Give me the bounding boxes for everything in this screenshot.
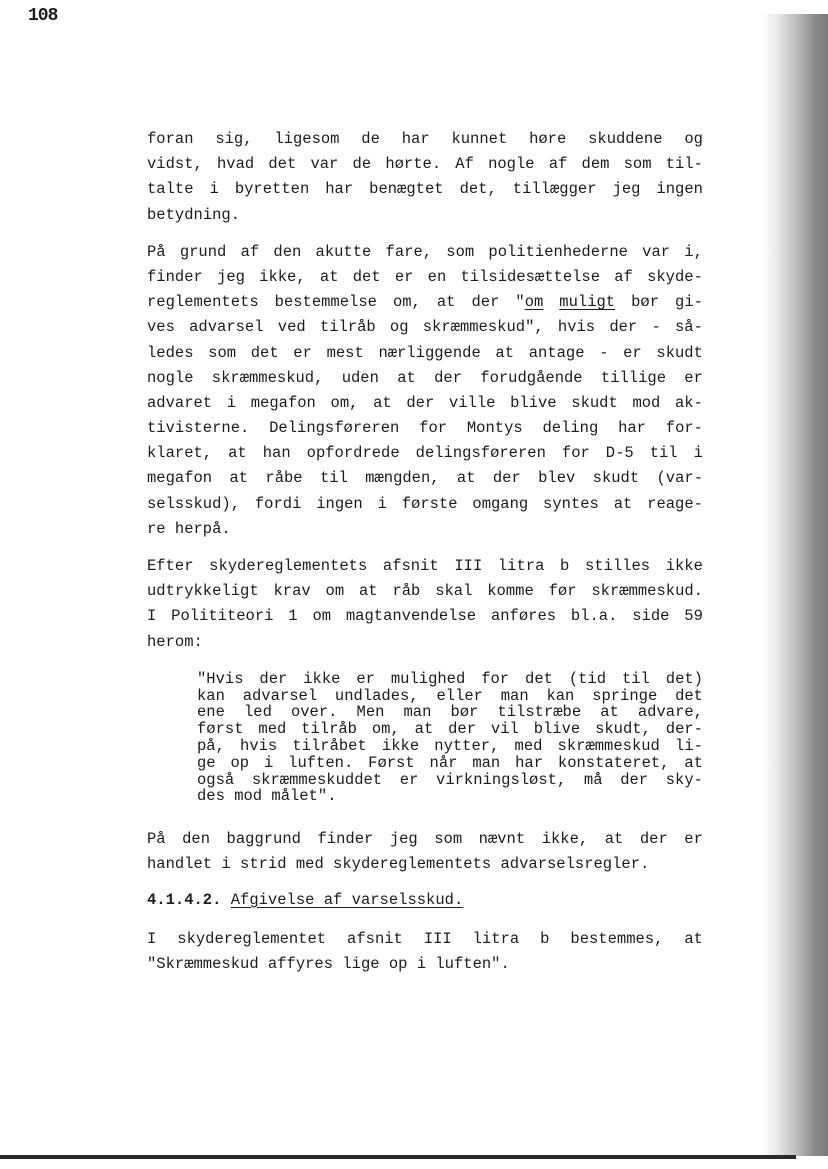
text-line: Efter skydereglementets afsnit III litra b stilles ikke xyxy=(147,557,703,575)
block-quote xyxy=(197,671,703,805)
text-line: også skræmmeskuddet er virkningsløst, må der sky- xyxy=(197,770,703,789)
section-title: Afgivelse af varselsskud. xyxy=(230,890,464,909)
text-line: klaret, at han opfordrede delingsføreren for D-5 til i xyxy=(147,444,703,463)
text-line: ledes som det er mest nærliggende at antage - er skudt xyxy=(147,343,703,362)
document-body xyxy=(147,127,703,977)
text-line: I skydereglementet afsnit III litra b bestemmes, at xyxy=(147,929,703,948)
text-line: advaret i megafon om, at der ville blive skudt mod ak- xyxy=(147,393,703,412)
text-line: selsskud), fordi ingen i første omgang syntes at reage- xyxy=(147,494,703,513)
text-line: talte i byretten har benægtet det, tillægger jeg ingen xyxy=(147,180,703,199)
text-line: foran sig, ligesom de har kunnet høre skuddene og xyxy=(147,130,703,148)
text-line: "Skræmmeskud affyres lige op i luften". xyxy=(147,954,510,973)
paragraph-4 xyxy=(147,827,703,877)
text-line: tivisterne. Delingsføreren for Montys deling har for- xyxy=(147,419,703,438)
scan-shadow-edge xyxy=(762,14,828,1156)
paragraph-2 xyxy=(147,240,703,542)
text-line: udtrykkeligt krav om at råb skal komme før skræmmeskud. xyxy=(147,582,703,601)
text-line: På den baggrund finder jeg som nævnt ikke, at der er xyxy=(147,830,703,849)
page-number: 108 xyxy=(28,6,58,26)
text-line: re herpå. xyxy=(147,519,231,538)
text-line: På grund af den akutte fare, som politienhederne var i, xyxy=(147,242,703,261)
section-number: 4.1.4.2. xyxy=(147,890,222,909)
text-line: vidst, hvad det var de hørte. Af nogle af dem som til- xyxy=(147,155,703,174)
text-line: finder jeg ikke, at det er en tilsidesættelse af skyde- xyxy=(147,267,703,286)
text-line: ene led over. Men man bør tilstræbe at advare, xyxy=(197,703,703,722)
text-line: ge op i luften. Først når man har konstateret, at xyxy=(197,753,703,772)
paragraph-5 xyxy=(147,927,703,977)
paragraph-1 xyxy=(147,127,703,228)
text-line: ves advarsel ved tilråb og skræmmeskud", hvis der - så- xyxy=(147,318,703,337)
text-line: betydning. xyxy=(147,205,241,224)
scan-bottom-edge xyxy=(0,1155,796,1159)
text-line: megafon at råbe til mængden, at der blev skudt (var- xyxy=(147,469,703,488)
text-line: "Hvis der ikke er mulighed for det (tid til det) xyxy=(197,669,703,688)
paragraph-3 xyxy=(147,554,703,655)
text-line: først med tilråb om, at der vil blive skudt, der- xyxy=(197,720,703,739)
text-line: nogle skræmmeskud, uden at der forudgående tillige er xyxy=(147,368,703,387)
text-line: des mod målet". xyxy=(197,787,337,806)
text-line: på, hvis tilråbet ikke nytter, med skræmmeskud li- xyxy=(197,736,703,755)
text-line: kan advarsel undlades, eller man kan springe det xyxy=(197,686,703,705)
section-heading xyxy=(147,888,703,913)
text-line: reglementets bestemmelse om, at der "om muligt bør gi- xyxy=(147,293,703,312)
text-line: handlet i strid med skydereglementets advarselsregler. xyxy=(147,855,650,874)
text-line: herom: xyxy=(147,632,203,651)
text-line: I Polititeori 1 om magtanvendelse anføres bl.a. side 59 xyxy=(147,607,703,626)
